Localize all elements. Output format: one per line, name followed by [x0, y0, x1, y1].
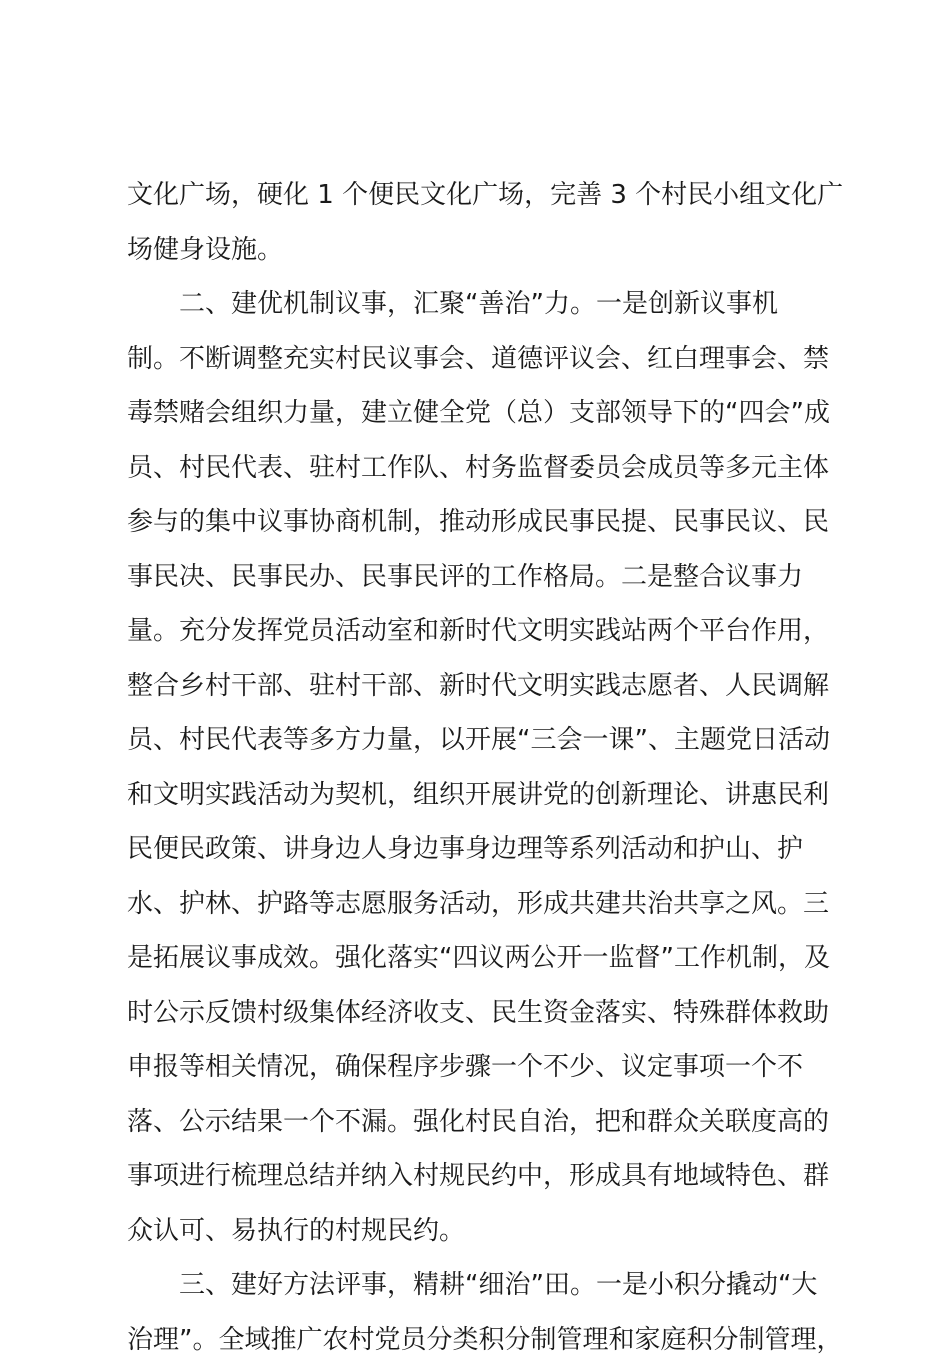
section-heading-line: 二、建优机制议事，汇聚“善治”力。一是创新议事机: [127, 277, 827, 332]
text-line: 和文明实践活动为契机，组织开展讲党的创新理论、讲惠民利: [127, 768, 827, 823]
text-line: 参与的集中议事协商机制，推动形成民事民提、民事民议、民: [127, 495, 827, 550]
text-line: 事民决、民事民办、民事民评的工作格局。二是整合议事力: [127, 550, 827, 605]
text-line: 时公示反馈村级集体经济收支、民生资金落实、特殊群体救助: [127, 986, 827, 1041]
text-line: 众认可、易执行的村规民约。: [127, 1204, 827, 1259]
text-line: 毒禁赌会组织力量，建立健全党（总）支部领导下的“四会”成: [127, 386, 827, 441]
text-line: 申报等相关情况，确保程序步骤一个不少、议定事项一个不: [127, 1040, 827, 1095]
text-line: 员、村民代表、驻村工作队、村务监督委员会成员等多元主体: [127, 441, 827, 496]
text-line: 治理”。全域推广农村党员分类积分制管理和家庭积分制管理，: [127, 1313, 827, 1367]
text-line: 民便民政策、讲身边人身边事身边理等系列活动和护山、护: [127, 822, 827, 877]
text-line: 员、村民代表等多方力量，以开展“三会一课”、主题党日活动: [127, 713, 827, 768]
text-line: 量。充分发挥党员活动室和新时代文明实践站两个平台作用，: [127, 604, 827, 659]
text-line: 是拓展议事成效。强化落实“四议两公开一监督”工作机制，及: [127, 931, 827, 986]
text-line: 事项进行梳理总结并纳入村规民约中，形成具有地域特色、群: [127, 1149, 827, 1204]
body-text: [127, 168, 827, 1367]
text-line: 水、护林、护路等志愿服务活动，形成共建共治共享之风。三: [127, 877, 827, 932]
text-line: 整合乡村干部、驻村干部、新时代文明实践志愿者、人民调解: [127, 659, 827, 714]
section-heading-line: 三、建好方法评事，精耕“细治”田。一是小积分撬动“大: [127, 1258, 827, 1313]
text-line: 文化广场，硬化 1 个便民文化广场，完善 3 个村民小组文化广: [127, 168, 827, 223]
text-line: 落、公示结果一个不漏。强化村民自治，把和群众关联度高的: [127, 1095, 827, 1150]
text-line: 制。不断调整充实村民议事会、道德评议会、红白理事会、禁: [127, 332, 827, 387]
text-line: 场健身设施。: [127, 223, 827, 278]
